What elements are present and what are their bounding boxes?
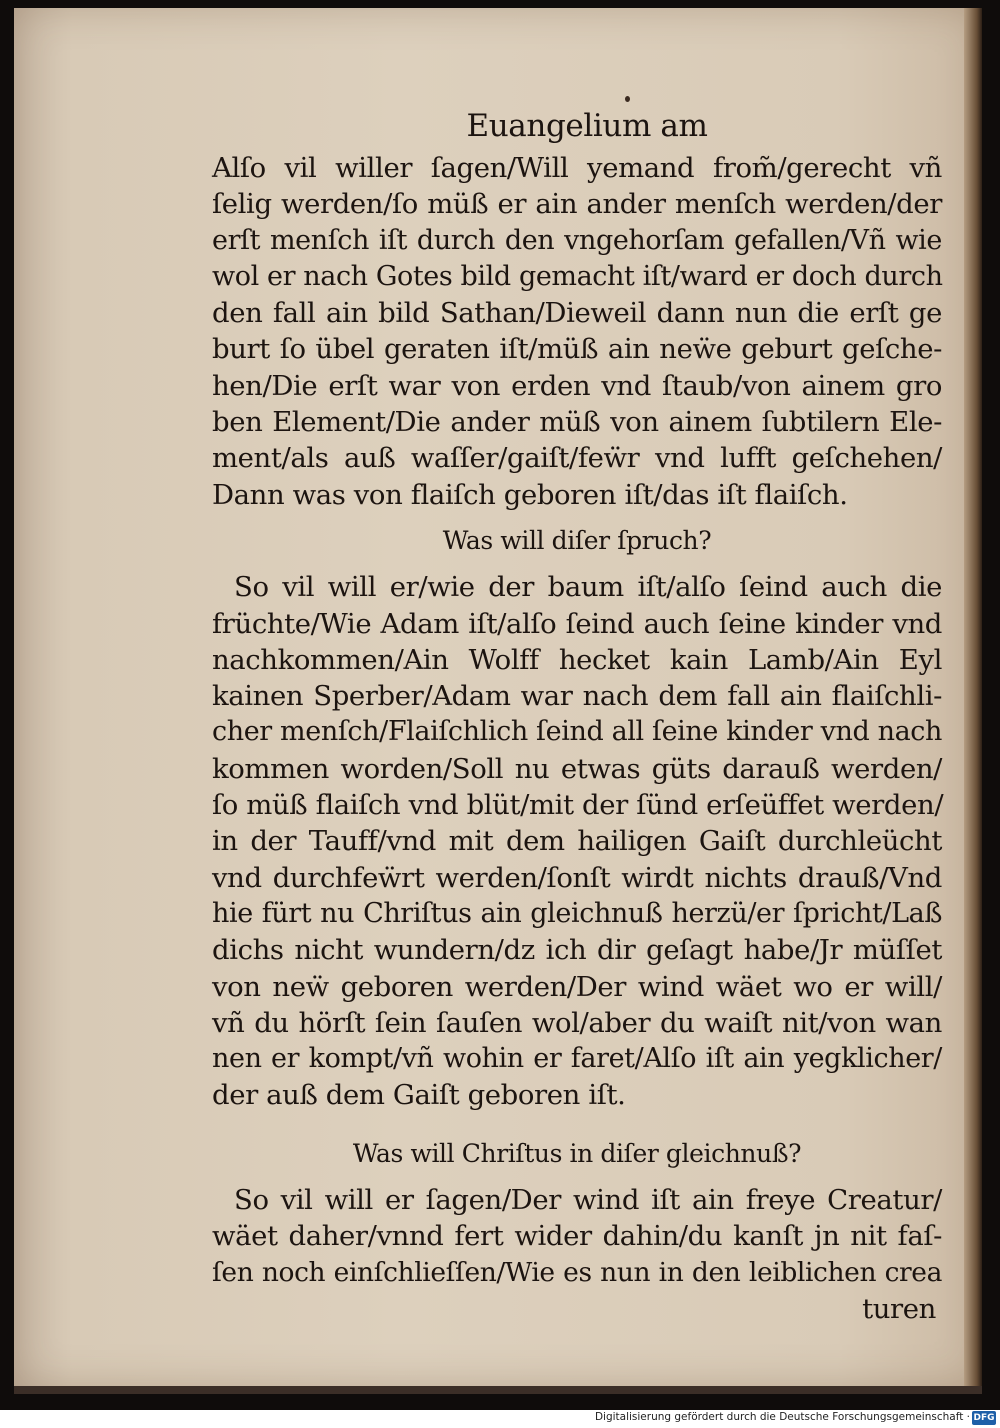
paragraph-3 xyxy=(212,1182,942,1291)
text-line: erſt menſch iſt durch den vngehorſam gefallen/Vñ wie xyxy=(212,224,942,256)
text-line: nen er kompt/vñ wohin er faret/Alſo iſt ain yegklicher/ xyxy=(212,1043,942,1075)
funding-notice: Digitalisierung gefördert durch die Deutsche Forschungsgemeinschaft · xyxy=(594,1411,970,1423)
text-line: kainen Sperber/Adam war nach dem fall ain flaiſchli- xyxy=(212,680,942,713)
text-line: hen/Die erſt war von erden vnd ſtaub/von ainem gro xyxy=(212,369,942,402)
text-line: ſen noch einſchlieſſen/Wie es nun in den leiblichen crea xyxy=(212,1256,942,1288)
text-line: burt ſo übel geraten iſt/müß ain neẅe geburt geſche- xyxy=(212,333,942,366)
text-line: Dann was von flaiſch geboren iſt/das iſt flaiſch. xyxy=(212,478,848,511)
text-line: von neẅ geboren werden/Der wind wäet wo er will/ xyxy=(212,970,942,1003)
text-line: So vil will er/wie der baum iſt/alſo ſeind auch die xyxy=(234,571,942,604)
text-line: vnd durchfeẅrt werden/ſonſt wirdt nichts drauß/Vnd xyxy=(212,861,942,894)
text-line: cher menſch/Flaiſchlich ſeind all ſeine kinder vnd nach xyxy=(212,716,942,748)
question-heading-1: Was will diſer ſpruch? xyxy=(442,525,712,555)
text-line: Alſo vil willer ſagen/Will yemand from̃/gerecht vñ xyxy=(212,152,942,184)
catchword: turen xyxy=(862,1292,936,1325)
text-line: dichs nicht wundern/dz ich dir geſagt habe/Jr müſſet xyxy=(212,934,942,967)
text-line: ment/als auß waſſer/gaiſt/feẅr vnd lufft geſchehen/ xyxy=(212,442,942,475)
question-heading-2: Was will Chriſtus in diſer gleichnuß? xyxy=(352,1138,802,1168)
scan-bottom-strip xyxy=(14,1386,982,1394)
page-binding-edge xyxy=(964,8,982,1386)
dfg-logo[interactable]: DFG xyxy=(973,1413,995,1423)
text-line: nachkommen/Ain Wolff hecket kain Lamb/Ain Eyl xyxy=(212,643,942,676)
text-line: vñ du hörſt ſein ſauſen wol/aber du waiſt nit/von wan xyxy=(212,1006,942,1039)
text-line: wol er nach Gotes bild gemacht iſt/ward er doch durch xyxy=(212,260,943,292)
text-line: der auß dem Gaiſt geboren iſt. xyxy=(212,1079,626,1112)
text-line: in der Tauff/vnd mit dem hailigen Gaiſt durchleücht xyxy=(212,825,942,858)
text-line: den fall ain bild Sathan/Dieweil dann nun die erſt ge xyxy=(212,297,942,330)
text-line: hie fürt nu Chriſtus ain gleichnuß herzü/er ſpricht/Laß xyxy=(212,897,942,929)
text-line: ſo müß flaiſch vnd blüt/mit der ſünd erſeüffet werden/ xyxy=(212,789,944,822)
page-text-block xyxy=(212,106,942,1327)
ink-spot xyxy=(625,96,630,102)
text-line: wäet daher/vnnd fert wider dahin/du kanſt jn nit faſ- xyxy=(212,1220,942,1253)
text-line: ben Element/Die ander müß von ainem ſubtilern Ele- xyxy=(212,406,942,439)
running-head: Euangelium am xyxy=(466,108,708,144)
text-line: ſelig werden/ſo müß er ain ander menſch werden/der xyxy=(212,188,942,221)
text-line: früchte/Wie Adam iſt/alſo ſeind auch ſeine kinder vnd xyxy=(212,607,942,640)
text-line: kommen worden/Soll nu etwas güts darauß werden/ xyxy=(212,752,942,785)
paragraph-2 xyxy=(212,569,942,1113)
paragraph-1 xyxy=(212,150,942,513)
text-line: So vil will er ſagen/Der wind iſt ain freye Creatur/ xyxy=(234,1184,942,1217)
